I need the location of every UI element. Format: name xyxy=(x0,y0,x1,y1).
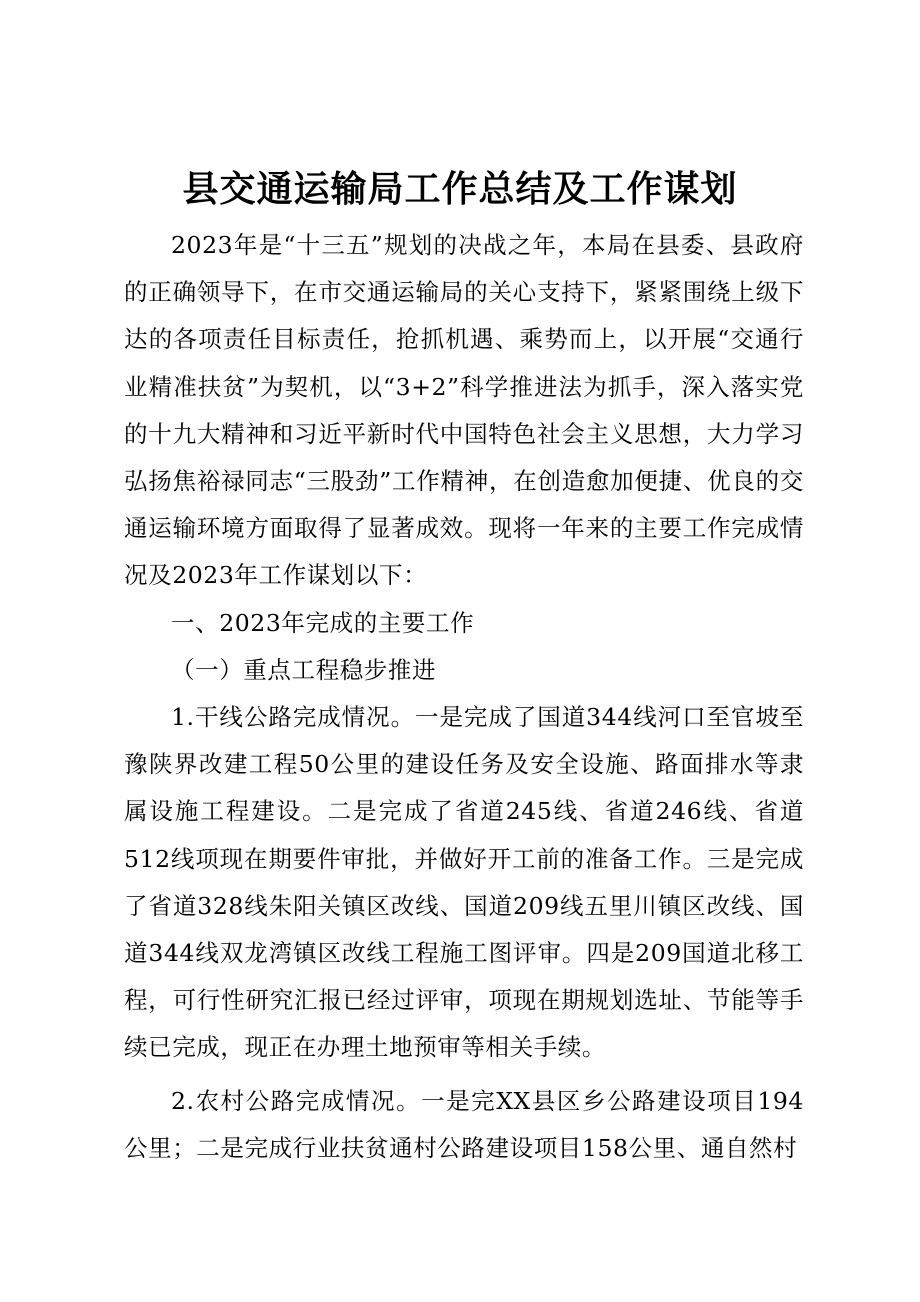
intro-paragraph: 2023年是“十三五”规划的决战之年，本局在县委、县政府的正确领导下，在市交通运输局的关心支持下，紧紧围绕上级下达的各项责任目标责任，抢抓机遇、乘势而上，以开展“交通行业精准扶贫”为契机，以“3+2”科学推进法为抓手，深入落实党的十九大精神和习近平新时代中国特色社会主义思想，大力学习弘扬焦裕禄同志“三股劲”工作精神，在创造愈加便捷、优良的交通运输环境方面取得了显著成效。现将一年来的主要工作完成情况及2023年工作谋划以下： xyxy=(124,231,804,590)
document-title: 县交通运输局工作总结及工作谋划 xyxy=(182,169,738,210)
subsection-heading: （一）重点工程稳步推进 xyxy=(171,655,437,684)
rural-road-paragraph: 2.农村公路完成情况。一是完XX县区乡公路建设项目194公里；二是完成行业扶贫通村公路建设项目158公里、通自然村 xyxy=(124,1086,804,1162)
section-heading: 一、2023年完成的主要工作 xyxy=(171,608,475,637)
document-body xyxy=(124,222,804,1172)
trunk-road-paragraph: 1.干线公路完成情况。一是完成了国道344线河口至官坡至豫陕界改建工程50公里的建设任务及安全设施、路面排水等隶属设施工程建设。二是完成了省道245线、省道246线、省道512线项现在期要件审批，并做好开工前的准备工作。三是完成了省道328线朱阳关镇区改线、国道209线五里川镇区改线、国道344线双龙湾镇区改线工程施工图评审。四是209国道北移工程，可行性研究汇报已经过评审，项现在期规划选址、节能等手续已完成，现正在办理土地预审等相关手续。 xyxy=(124,703,804,1062)
